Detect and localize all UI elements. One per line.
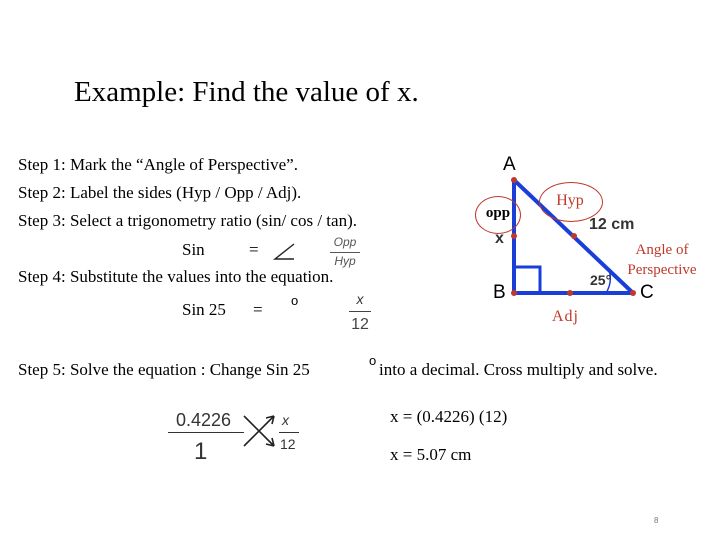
hyp-label: Hyp bbox=[556, 192, 584, 209]
cross-num-left: 0.4226 bbox=[176, 410, 232, 430]
angle-of-perspective-label: Angle of Perspective bbox=[627, 242, 697, 278]
ratio-denominator: Hyp bbox=[334, 254, 356, 268]
cross-bar-right bbox=[279, 432, 299, 433]
degree-mark-2: o bbox=[369, 353, 377, 368]
sub-numerator: x bbox=[356, 291, 364, 307]
vertex-c-dot bbox=[630, 290, 636, 296]
equals-sign: = bbox=[249, 240, 259, 259]
equals-sign-2: = bbox=[253, 300, 263, 319]
vertex-b-dot bbox=[511, 290, 517, 296]
step-5a: Step 5: Solve the equation : Change Sin 25 bbox=[18, 360, 310, 379]
right-angle-mark bbox=[514, 267, 540, 293]
step-5b: into a decimal. Cross multiply and solve. bbox=[379, 360, 658, 379]
side-x-label: x bbox=[495, 230, 504, 247]
step-1: Step 1: Mark the “Angle of Perspective”. bbox=[18, 155, 298, 174]
degree-mark: o bbox=[291, 293, 299, 308]
ratio-fraction-bar bbox=[330, 252, 360, 253]
hyp-length-label: 12 cm bbox=[589, 216, 635, 233]
vertex-a-label: A bbox=[503, 154, 516, 175]
hyp-mid-dot bbox=[571, 233, 577, 239]
vertex-a-dot bbox=[511, 177, 517, 183]
step-2: Step 2: Label the sides (Hyp / Opp / Adj). bbox=[18, 183, 302, 202]
cross-den-left: 1 bbox=[194, 438, 208, 465]
result-line-2: x = 5.07 cm bbox=[390, 445, 472, 464]
vertex-c-label: C bbox=[640, 282, 654, 303]
step-4: Step 4: Substitute the values into the equation. bbox=[18, 267, 334, 286]
opp-mid-dot bbox=[511, 233, 517, 239]
opp-label: opp bbox=[485, 205, 511, 221]
sub-fraction-bar bbox=[349, 311, 371, 312]
slide-title: Example: Find the value of x. bbox=[74, 76, 419, 108]
cross-num-right: x bbox=[282, 412, 289, 428]
sin-label: Sin bbox=[182, 240, 205, 259]
angle-value-label: 25° bbox=[590, 272, 612, 288]
cross-multiply-arrows bbox=[240, 410, 280, 450]
result-line-1: x = (0.4226) (12) bbox=[390, 407, 508, 426]
step-3: Step 3: Select a trigonometry ratio (sin/ cos / tan). bbox=[18, 211, 357, 230]
angle-icon bbox=[272, 242, 296, 262]
cross-den-right: 12 bbox=[280, 436, 296, 452]
sub-denominator: 12 bbox=[351, 316, 369, 333]
ratio-numerator: Opp bbox=[333, 235, 357, 249]
adj-mid-dot bbox=[567, 290, 573, 296]
vertex-b-label: B bbox=[493, 282, 506, 303]
cross-bar-left bbox=[168, 432, 244, 433]
page-number: 8 bbox=[654, 516, 659, 525]
adj-label: Adj bbox=[552, 308, 579, 325]
sin25-label: Sin 25 bbox=[182, 300, 226, 319]
